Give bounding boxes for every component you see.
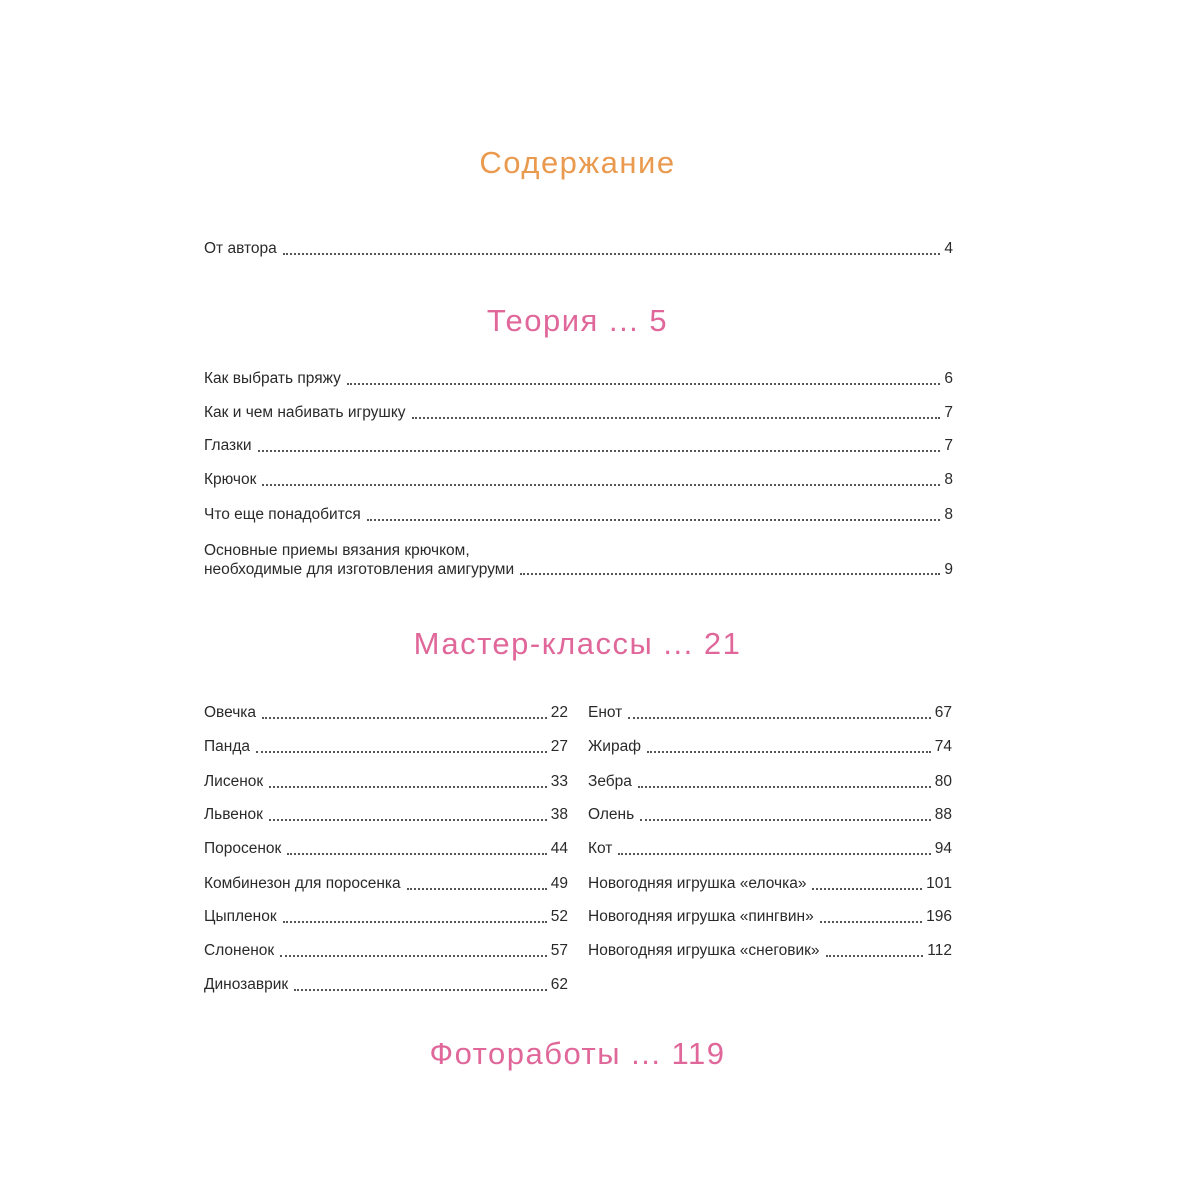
toc-entry-page: 27	[550, 738, 568, 755]
dot-leader	[628, 717, 930, 719]
section-heading-photos: Фотоработы ... 119	[429, 1036, 726, 1071]
toc-entry-page: 67	[934, 704, 952, 721]
toc-entry[interactable]	[204, 437, 953, 456]
toc-entry[interactable]	[204, 370, 953, 389]
toc-entry-page: 22	[550, 704, 568, 721]
toc-entry-label: Овечка	[204, 704, 257, 721]
dot-leader	[280, 955, 547, 957]
dot-leader	[269, 786, 547, 788]
dot-leader	[367, 519, 941, 521]
toc-entry[interactable]	[204, 908, 568, 927]
toc-entry[interactable]	[588, 806, 952, 825]
dot-leader	[269, 819, 547, 821]
toc-entry[interactable]	[204, 738, 568, 757]
toc-entry-label: Панда	[204, 738, 250, 755]
toc-entry-label: Кот	[588, 840, 613, 857]
toc-entry-label: Крючок	[204, 471, 257, 488]
toc-title: Содержание	[479, 145, 676, 180]
toc-entry[interactable]	[204, 471, 953, 490]
toc-entry-label: Жираф	[588, 738, 641, 755]
toc-entry[interactable]	[204, 942, 568, 961]
toc-entry-label: Как выбрать пряжу	[204, 370, 341, 387]
toc-entry-label: Олень	[588, 806, 635, 823]
toc-entry-page: 6	[944, 370, 953, 387]
toc-entry-label: Динозаврик	[204, 976, 289, 993]
dot-leader	[283, 253, 941, 255]
toc-entry-page: 8	[944, 471, 953, 488]
toc-entry-label: Цыпленок	[204, 908, 277, 925]
toc-entry-label: Слоненок	[204, 942, 275, 959]
dot-leader	[262, 717, 547, 719]
dot-leader	[638, 786, 931, 788]
toc-entry-page: 7	[944, 437, 953, 454]
dot-leader	[412, 417, 941, 419]
toc-entry-page: 38	[550, 806, 568, 823]
toc-entry-label: Глазки	[204, 437, 252, 454]
toc-entry-page: 62	[550, 976, 568, 993]
toc-entry[interactable]	[588, 942, 952, 961]
toc-entry[interactable]	[204, 976, 568, 995]
dot-leader	[640, 819, 931, 821]
toc-entry-page: 33	[550, 773, 568, 790]
toc-entry-label-line: Основные приемы вязания крючком,	[204, 542, 470, 559]
toc-entry-page: 101	[926, 875, 952, 892]
toc-entry-label-line: необходимые для изготовления амигуруми	[204, 560, 515, 578]
toc-entry[interactable]	[588, 840, 952, 859]
section-heading-theory: Теория ... 5	[486, 303, 669, 338]
toc-entry-page: 9	[944, 560, 953, 578]
dot-leader	[618, 853, 930, 855]
toc-entry[interactable]	[204, 875, 568, 894]
dot-leader	[283, 921, 547, 923]
toc-entry-label: Как и чем набивать игрушку	[204, 404, 406, 421]
toc-entry[interactable]	[204, 840, 568, 859]
toc-entry[interactable]	[204, 773, 568, 792]
toc-entry-page: 52	[550, 908, 568, 925]
toc-entry[interactable]	[204, 404, 953, 423]
toc-entry-label: Новогодняя игрушка «елочка»	[588, 875, 807, 892]
toc-entry[interactable]	[204, 506, 953, 525]
toc-entry-page: 80	[934, 773, 952, 790]
toc-entry-page: 112	[927, 942, 952, 959]
toc-entry[interactable]	[204, 542, 953, 579]
toc-entry-label: Новогодняя игрушка «снеговик»	[588, 942, 820, 959]
toc-entry-page: 94	[934, 840, 952, 857]
dot-leader	[647, 751, 931, 753]
toc-entry-label: Лисенок	[204, 773, 264, 790]
dot-leader	[256, 751, 547, 753]
toc-entry-label: Что еще понадобится	[204, 506, 361, 523]
dot-leader	[294, 989, 547, 991]
toc-entry[interactable]	[588, 773, 952, 792]
dot-leader	[347, 383, 940, 385]
toc-entry[interactable]	[588, 738, 952, 757]
dot-leader	[407, 888, 547, 890]
toc-entry[interactable]	[204, 704, 568, 723]
toc-entry-page: 8	[944, 506, 953, 523]
toc-entry-page: 7	[944, 404, 953, 421]
toc-entry-label: Львенок	[204, 806, 263, 823]
section-heading-master-classes: Мастер-классы ... 21	[413, 626, 742, 661]
toc-entry-page: 88	[934, 806, 952, 823]
toc-entry-page: 57	[550, 942, 568, 959]
toc-entry[interactable]	[588, 704, 952, 723]
toc-entry-label: От автора	[204, 240, 277, 257]
toc-entry-page: 44	[550, 840, 568, 857]
toc-entry[interactable]	[204, 806, 568, 825]
toc-entry-page: 74	[934, 738, 952, 755]
toc-entry-label: Зебра	[588, 773, 632, 790]
toc-entry-label: Енот	[588, 704, 623, 721]
toc-entry-label	[204, 542, 514, 579]
dot-leader	[258, 450, 941, 452]
dot-leader	[262, 484, 940, 486]
toc-entry[interactable]	[588, 908, 952, 927]
toc-entry-page: 4	[944, 240, 953, 257]
toc-entry-page: 49	[550, 875, 568, 892]
toc-entry[interactable]	[588, 875, 952, 894]
toc-entry-page: 196	[926, 908, 952, 925]
toc-entry-intro[interactable]	[204, 240, 953, 259]
dot-leader	[520, 573, 940, 575]
dot-leader	[287, 853, 546, 855]
dot-leader	[820, 921, 922, 923]
dot-leader	[826, 955, 924, 957]
toc-entry-label: Поросенок	[204, 840, 282, 857]
dot-leader	[812, 888, 922, 890]
toc-entry-label: Новогодняя игрушка «пингвин»	[588, 908, 814, 925]
toc-entry-label: Комбинезон для поросенка	[204, 875, 401, 892]
